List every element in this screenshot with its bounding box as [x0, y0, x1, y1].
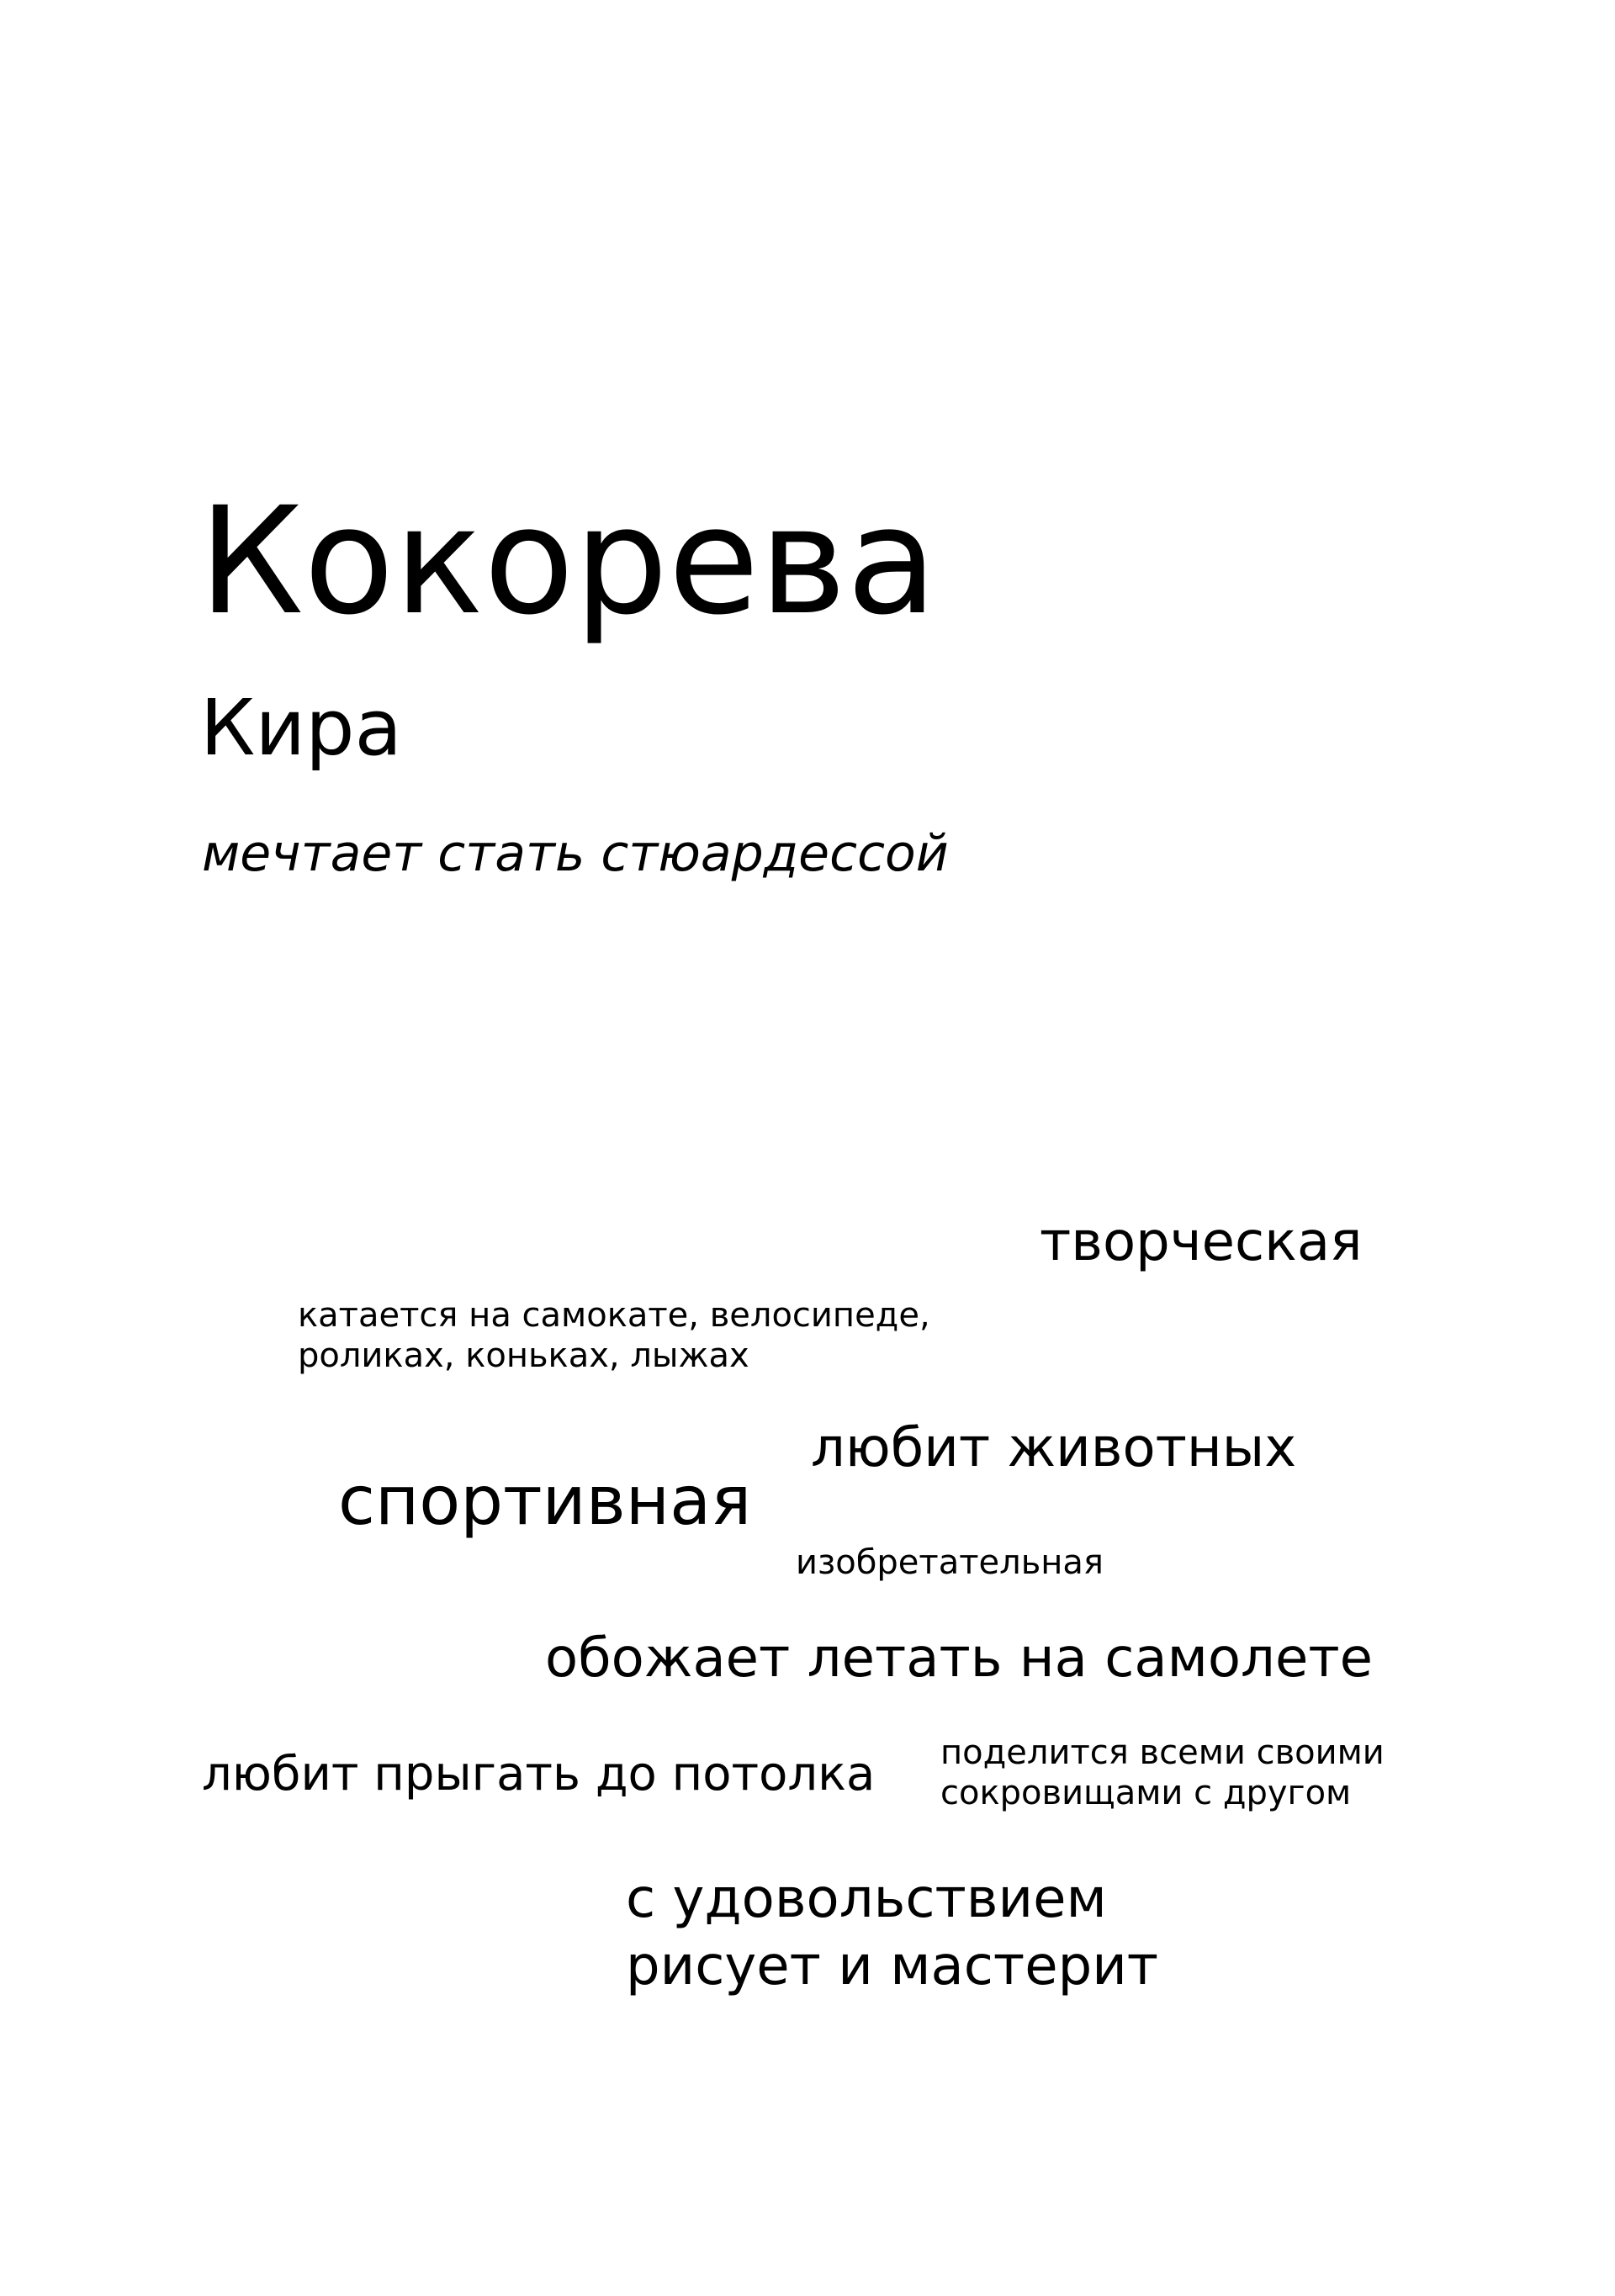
trait-sporty: спортивная [338, 1462, 752, 1540]
trait-rides-line-1: катается на самокате, велосипеде, [298, 1296, 930, 1335]
trait-shares-line-2: сокровищами с другом [940, 1774, 1352, 1812]
trait-draws-line-1: с удовольствием [626, 1868, 1107, 1930]
trait-loves-flying: обожает летать на самолете [545, 1627, 1373, 1690]
trait-shares [940, 1733, 1385, 1813]
trait-inventive: изобретательная [796, 1543, 1104, 1582]
trait-draws-line-2: рисует и мастерит [626, 1935, 1159, 1997]
trait-loves-animals: любит животных [811, 1417, 1297, 1479]
trait-loves-jumping: любит прыгать до потолка [202, 1747, 876, 1801]
trait-creative: творческая [1040, 1211, 1363, 1273]
trait-rides [298, 1295, 930, 1376]
surname-heading: Кокорева [199, 475, 938, 648]
dream-subtitle: мечтает стать стюардессой [202, 824, 949, 883]
trait-rides-line-2: роликах, коньках, лыжах [298, 1336, 749, 1375]
trait-shares-line-1: поделится всеми своими [940, 1733, 1385, 1772]
trait-draws [626, 1865, 1158, 2000]
first-name-heading: Кира [200, 683, 402, 773]
